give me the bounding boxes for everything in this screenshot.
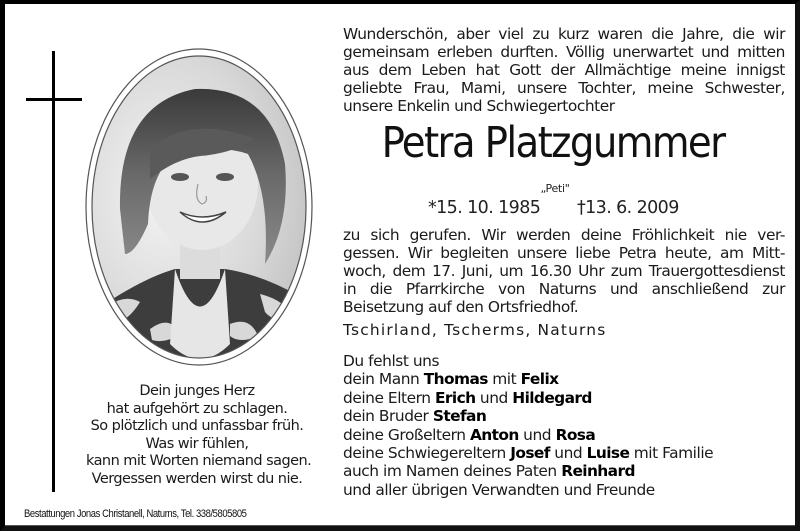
poem-line: kann mit Worten niemand sagen. (86, 453, 312, 470)
intro-line (343, 61, 785, 79)
mourners-intro: Du fehlst uns (343, 352, 440, 370)
word: unerwartet (612, 43, 694, 61)
intro-line (343, 43, 785, 61)
word: hat (475, 61, 500, 79)
word: zur (762, 280, 785, 298)
funeral-home-footer: Bestattungen Jonas Christanell, Naturns, Tel. 338/5805805 (24, 508, 247, 520)
word: Fröhlichkeit (631, 226, 715, 244)
mourner-name: Rosa (555, 425, 596, 444)
word: die (732, 25, 755, 43)
mourners-list (343, 352, 713, 499)
mourner-relation: und (518, 425, 556, 444)
word: Allmächtige (584, 61, 671, 79)
mourner-line (343, 462, 713, 480)
word: woch, (343, 262, 386, 280)
cross-icon-bar (26, 98, 82, 101)
word: Uhr (578, 262, 605, 280)
word: Mami, (460, 79, 506, 97)
word: geliebte (343, 79, 402, 97)
mourner-name: Hildegard (512, 388, 592, 407)
portrait-photo (80, 44, 320, 374)
word: kurz (558, 25, 589, 43)
poem-line: Dein junges Herz (139, 383, 255, 399)
word: Petra (618, 244, 657, 262)
mourner-line (343, 370, 713, 388)
word: die (369, 280, 393, 298)
word: aber (456, 25, 490, 43)
mourner-relation: und (549, 444, 587, 463)
service-line (343, 280, 785, 298)
mourner-relation: deine Großeltern (343, 425, 470, 444)
mourner-name: Thomas (423, 370, 488, 389)
word: erleben (437, 43, 493, 61)
word: anschließend (651, 280, 749, 298)
word: Jahre, (682, 25, 724, 43)
word: Tochter, (578, 79, 636, 97)
word: unsere (517, 79, 567, 97)
deceased-nickname: „Peti" (540, 182, 570, 195)
word: Wir (481, 226, 506, 244)
service-line (343, 226, 785, 244)
word: am (720, 244, 744, 262)
word: sich (370, 226, 400, 244)
poem-line: hat aufgehört zu schlagen. (106, 400, 288, 417)
service-line (343, 262, 785, 280)
mourner-name: Luise (586, 444, 630, 463)
mourner-relation: mit (487, 370, 521, 389)
word: zum (610, 262, 643, 280)
poem (86, 383, 312, 489)
intro-line (343, 79, 785, 97)
mourner-relation: deine Schwiegereltern (343, 444, 511, 463)
word: der (550, 61, 575, 79)
mourner-name: Erich (435, 388, 476, 407)
service-text (343, 226, 785, 316)
word: unsere (517, 244, 567, 262)
word: nie (724, 226, 747, 244)
word: gessen. (343, 244, 400, 262)
word: heute, (664, 244, 712, 262)
word: dem (378, 61, 412, 79)
mourner-relation: mit Familie (629, 444, 714, 463)
mourner-line (343, 444, 713, 462)
word: aus (343, 61, 369, 79)
mourner-relation: dein Mann (343, 370, 424, 389)
mourner-name: Reinhard (561, 462, 635, 481)
word: von (498, 280, 525, 298)
mourner-relation: und aller übrigen Verwandten und Freunde (343, 480, 655, 499)
word: 17. (431, 262, 456, 280)
word: werden (515, 226, 571, 244)
word: und (701, 43, 730, 61)
word: innigst (736, 61, 785, 79)
word: Leben (421, 61, 466, 79)
word: und (609, 280, 638, 298)
word: Mitt- (752, 244, 785, 262)
word: wir (763, 25, 785, 43)
intro-line: unsere Enkelin und Schwiegertochter (343, 97, 615, 115)
mourner-relation: dein Bruder (343, 407, 433, 426)
word: meine (680, 61, 727, 79)
word: ver- (757, 226, 785, 244)
word: mitten (737, 43, 785, 61)
word: Frau, (413, 79, 450, 97)
mourner-name: Josef (510, 444, 550, 463)
poem-line: So plötzlich und unfassbar früh. (90, 418, 304, 435)
word: Schwester, (704, 79, 785, 97)
word: meine (647, 79, 694, 97)
word: deine (580, 226, 622, 244)
word: durften. (500, 43, 558, 61)
mourner-line (343, 481, 713, 499)
word: viel (498, 25, 524, 43)
mourner-line (343, 389, 713, 407)
word: Pfarrkirche (405, 280, 485, 298)
mourner-relation: auch im Namen deines Paten (343, 462, 562, 481)
death-date: †13. 6. 2009 (577, 198, 679, 218)
intro-line (343, 25, 785, 43)
mourner-relation: deine Eltern (343, 388, 435, 407)
word: Wunderschön, (343, 25, 448, 43)
mourner-line (343, 426, 713, 444)
word: zu (343, 226, 360, 244)
word: Völlig (565, 43, 605, 61)
word: dem (392, 262, 426, 280)
word: Trauergottesdienst (648, 262, 785, 280)
word: zu (532, 25, 550, 43)
word: begleiten (440, 244, 509, 262)
mourner-line (343, 407, 713, 425)
word: liebe (575, 244, 611, 262)
word: gemeinsam (343, 43, 430, 61)
mourner-name: Anton (469, 425, 519, 444)
deceased-name: Petra Platzgummer (381, 118, 725, 168)
word: die (651, 25, 674, 43)
places: Tschirland, Tscherms, Naturns (343, 321, 607, 339)
word: waren (597, 25, 643, 43)
word: Gott (509, 61, 541, 79)
word: Naturns (538, 280, 597, 298)
service-line (343, 244, 785, 262)
intro-text (343, 25, 785, 115)
cross-icon (52, 51, 55, 492)
service-line: Beisetzung auf den Ortsfriedhof. (343, 298, 579, 316)
mourner-relation: und (475, 388, 513, 407)
word: 16.30 (529, 262, 572, 280)
word: Juni, (461, 262, 493, 280)
word: Wir (407, 244, 432, 262)
poem-line: Vergessen werden wirst du nie. (91, 470, 303, 487)
birth-date: *15. 10. 1985 (428, 198, 541, 218)
poem-line: Was wir fühlen, (145, 435, 249, 452)
word: um (499, 262, 524, 280)
mourner-name: Felix (520, 370, 559, 389)
word: gerufen. (409, 226, 471, 244)
word: in (343, 280, 357, 298)
mourner-name: Stefan (432, 407, 487, 426)
